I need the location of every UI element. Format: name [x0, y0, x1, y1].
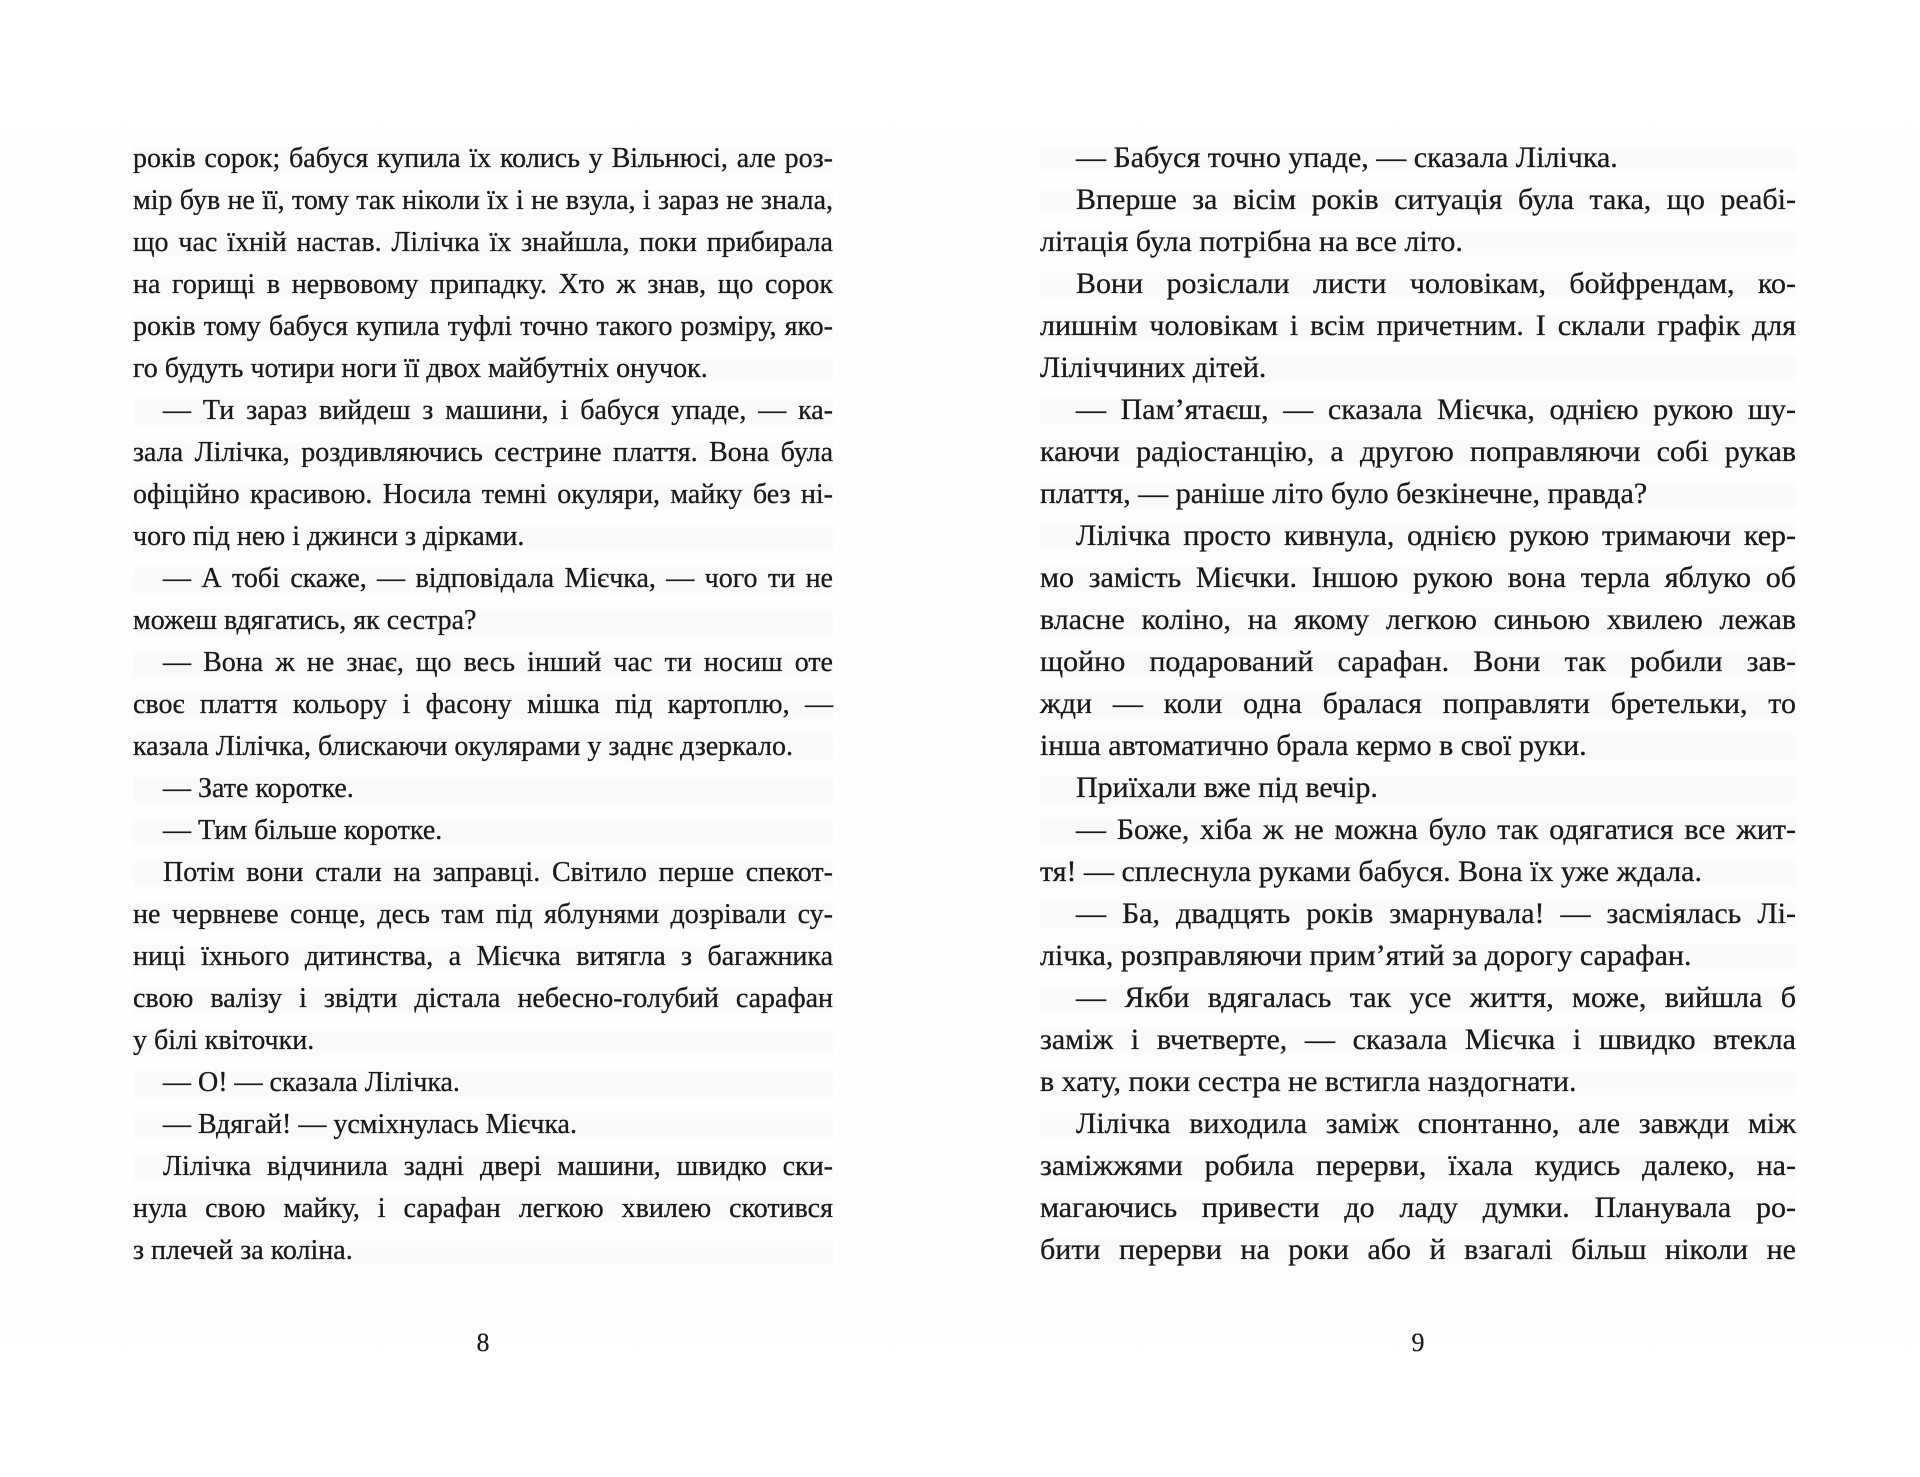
text-line: бити перерви на роки або й взагалі більш ніколи не: [1040, 1229, 1796, 1271]
text-line: — О! — сказала Лілічка.: [133, 1062, 833, 1104]
page-left: [133, 138, 833, 1357]
text-line: років тому бабуся купила туфлі точно такого розміру, яко-: [133, 306, 833, 348]
page-left-text: [133, 138, 833, 1272]
text-line: чого під нею і джинси з дірками.: [133, 516, 833, 558]
text-line: у білі квіточки.: [133, 1020, 833, 1062]
text-line: Ліліччиних дітей.: [1040, 347, 1796, 389]
text-line: казала Лілічка, блискаючи окулярами у заднє дзеркало.: [133, 726, 833, 768]
text-line: — Тим більше коротке.: [133, 810, 833, 852]
text-line: жди — коли одна бралася поправляти бретельки, то: [1040, 683, 1796, 725]
text-line: тя! — сплеснула руками бабуся. Вона їх уже ждала.: [1040, 851, 1796, 893]
text-line: років сорок; бабуся купила їх колись у Вільнюсі, але роз-: [133, 138, 833, 180]
text-line: — Пам’ятаєш, — сказала Мієчка, однією рукою шу-: [1040, 389, 1796, 431]
text-line: Лілічка просто кивнула, однією рукою тримаючи кер-: [1040, 515, 1796, 557]
text-line: — А тобі скаже, — відповідала Мієчка, — чого ти не: [133, 558, 833, 600]
text-line: інша автоматично брала кермо в свої руки.: [1040, 725, 1796, 767]
text-line: свою валізу і звідти дістала небесно-голубий сарафан: [133, 978, 833, 1020]
text-line: — Вдягай! — усміхнулась Мієчка.: [133, 1104, 833, 1146]
text-line: можеш вдягатись, як сестра?: [133, 600, 833, 642]
text-line: — Ти зараз вийдеш з машини, і бабуся упаде, — ка-: [133, 390, 833, 432]
text-line: Потім вони стали на заправці. Світило перше спекот-: [133, 852, 833, 894]
text-line: каючи радіостанцію, а другою поправляючи собі рукав: [1040, 431, 1796, 473]
page-number-left: 8: [476, 1328, 490, 1357]
page-right: [1040, 137, 1796, 1357]
text-line: зала Лілічка, роздивляючись сестрине плаття. Вона була: [133, 432, 833, 474]
text-line: заміж і вчетверте, — сказала Мієчка і швидко втекла: [1040, 1019, 1796, 1061]
text-line: мір був не її, тому так ніколи їх і не взула, і зараз не знала,: [133, 180, 833, 222]
text-line: Вперше за вісім років ситуація була така, що реабі-: [1040, 179, 1796, 221]
text-line: офіційно красивою. Носила темні окуляри, майку без ні-: [133, 474, 833, 516]
text-line: — Зате коротке.: [133, 768, 833, 810]
text-line: лічка, розправляючи прим’ятий за дорогу сарафан.: [1040, 935, 1796, 977]
page-number-right: 9: [1411, 1328, 1425, 1357]
text-line: — Вона ж не знає, що весь інший час ти носиш оте: [133, 642, 833, 684]
text-line: заміжжями робила перерви, їхала кудись далеко, на-: [1040, 1145, 1796, 1187]
text-line: не червневе сонце, десь там під яблунями дозрівали су-: [133, 894, 833, 936]
text-line: на горищі в нервовому припадку. Хто ж знав, що сорок: [133, 264, 833, 306]
text-line: плаття, — раніше літо було безкінечне, правда?: [1040, 473, 1796, 515]
text-line: Лілічка виходила заміж спонтанно, але завжди між: [1040, 1103, 1796, 1145]
text-line: власне коліно, на якому легкою синьою хвилею лежав: [1040, 599, 1796, 641]
text-line: своє плаття кольору і фасону мішка під картоплю, —: [133, 684, 833, 726]
text-line: з плечей за коліна.: [133, 1230, 833, 1272]
text-line: нула свою майку, і сарафан легкою хвилею скотився: [133, 1188, 833, 1230]
text-line: Приїхали вже під вечір.: [1040, 767, 1796, 809]
page-right-text: [1040, 137, 1796, 1271]
text-line: — Боже, хіба ж не можна було так одягатися все жит-: [1040, 809, 1796, 851]
text-line: ниці їхнього дитинства, а Мієчка витягла з багажника: [133, 936, 833, 978]
text-line: Лілічка відчинила задні двері машини, швидко ски-: [133, 1146, 833, 1188]
text-line: — Бабуся точно упаде, — сказала Лілічка.: [1040, 137, 1796, 179]
text-line: — Ба, двадцять років змарнувала! — засміялась Лі-: [1040, 893, 1796, 935]
text-line: лишнім чоловікам і всім причетним. І склали графік для: [1040, 305, 1796, 347]
text-line: го будуть чотири ноги її двох майбутніх онучок.: [133, 348, 833, 390]
text-line: літація була потрібна на все літо.: [1040, 221, 1796, 263]
text-line: щойно подарований сарафан. Вони так робили зав-: [1040, 641, 1796, 683]
text-line: магаючись привести до ладу думки. Планувала ро-: [1040, 1187, 1796, 1229]
text-line: — Якби вдягалась так усе життя, може, вийшла б: [1040, 977, 1796, 1019]
text-line: що час їхній настав. Лілічка їх знайшла, поки прибирала: [133, 222, 833, 264]
text-line: Вони розіслали листи чоловікам, бойфрендам, ко-: [1040, 263, 1796, 305]
text-line: мо замість Мієчки. Іншою рукою вона терла яблуко об: [1040, 557, 1796, 599]
text-line: в хату, поки сестра не встигла наздогнати.: [1040, 1061, 1796, 1103]
